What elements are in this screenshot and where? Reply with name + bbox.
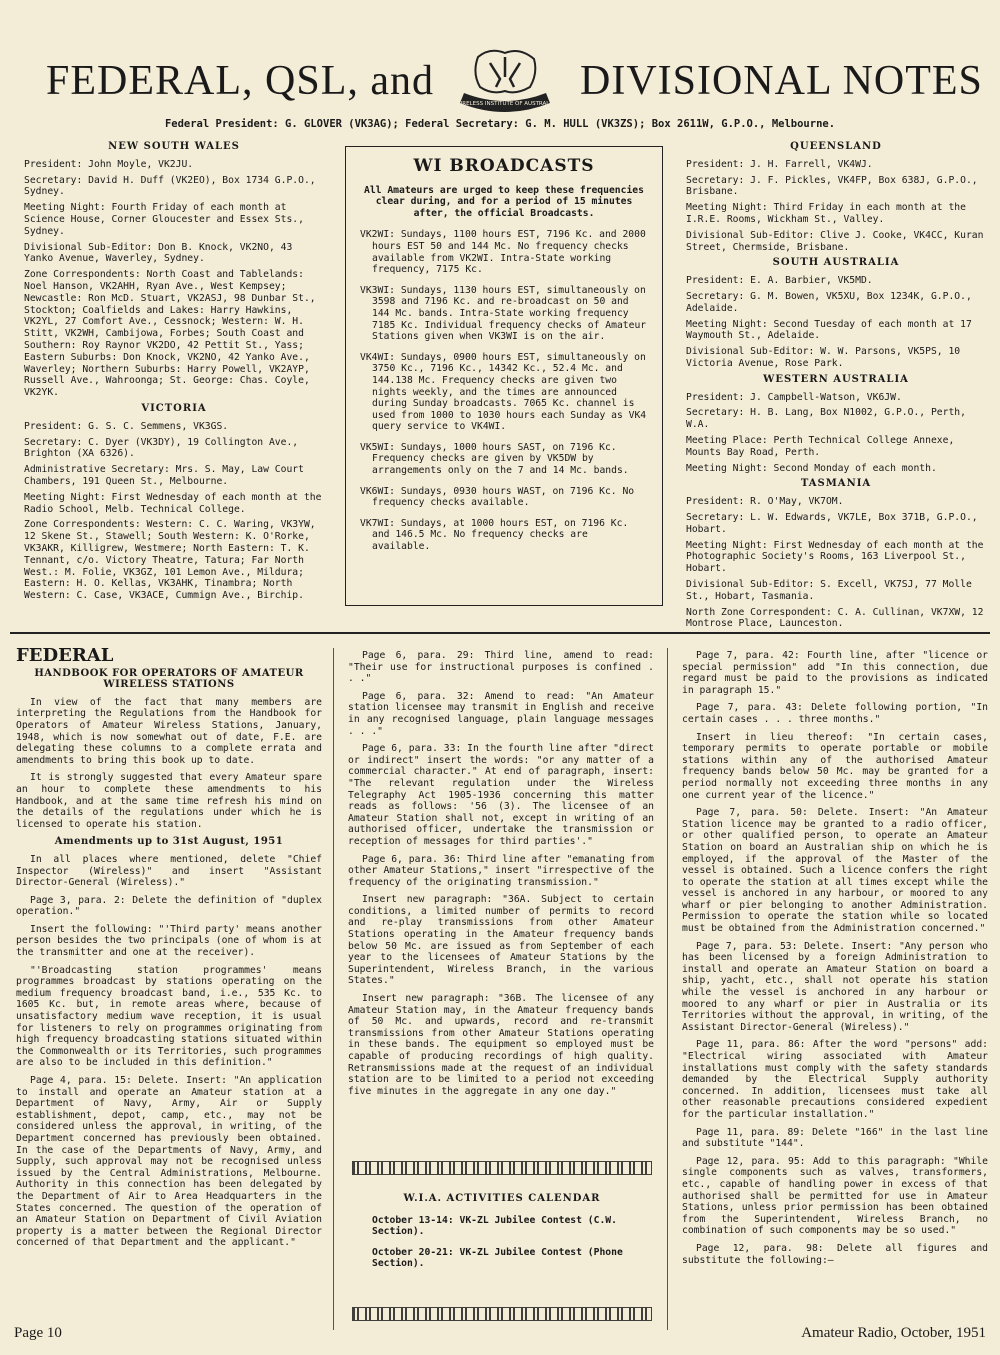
nsw-secretary: Secretary: David H. Duff (VK2EO), Box 1734 G.P.O., Sydney. <box>24 174 316 198</box>
vic-president: President: G. S. C. Semmens, VK3GS. <box>24 420 229 432</box>
body-paragraph: Page 6, para. 36: Third line after "emanating from other Amateur Stations," insert "irrespective of the frequency of the originating transmission." <box>348 853 654 888</box>
body-paragraph: "'Broadcasting station programmes' means programmes broadcast by stations operating on the medium frequency broadcast band, i.e., 535 Kc. to 1605 Kc. but, in remote areas where, because of unsatisfactory medium wave reception, it is usual for listeners to rely on programmes originating from high frequency broadcasting stations situated within the Commonwealth or its Territories, such programmes are also to be included in this definition." <box>16 964 322 1069</box>
calendar-entry: October 13-14: VK-ZL Jubilee Contest (C.W. Section). <box>372 1214 617 1238</box>
amendments-heading: Amendments up to 31st August, 1951 <box>54 836 284 848</box>
body-paragraph: Page 7, para. 53: Delete. Insert: "Any person who has been licensed by a foreign Administration to install and operate an Amateur Station on board a ship, yacht, etc., shall not operate his station while the vessel is anchored in any harbour or moored to any wharf or pier in Australia or its Territories without the approval, in writing, of the Assistant Director-General (Wireless)." <box>682 940 988 1033</box>
wi-broadcasts-box <box>345 146 663 606</box>
body-paragraph: Page 6, para. 33: In the fourth line after "direct or indirect" insert the words: "or any matter of a commercial character." At end of paragraph, insert: "The relevant regulation under the Wireless Telegraphy Act 1905-1936 concerning this matter reads as follows: '56 (3). The licensee of an Amateur Station shall not, except in writing of an authorised officer, undertake the transmission or reception of messages for third parties'." <box>348 743 654 847</box>
tas-secretary: Secretary: L. W. Edwards, VK7LE, Box 371B, G.P.O., Hobart. <box>686 511 978 535</box>
federal-column-3 <box>682 650 988 1272</box>
body-paragraph: Page 12, para. 98: Delete all figures and substitute the following:— <box>682 1242 988 1266</box>
qld-meeting: Meeting Night: Third Friday in each month at the I.R.E. Rooms, Wickham St., Valley. <box>686 202 966 225</box>
wa-president: President: J. Campbell-Watson, VK6JW. <box>686 391 902 403</box>
wi-entry: VK2WI: Sundays, 1100 hours EST, 7196 Kc. and 2000 hours EST 50 and 144 Mc. No frequency checks available from VK2WI. Intra-State working frequency, 7175 Kc. <box>360 229 646 276</box>
wi-entry: VK5WI: Sundays, 1000 hours SAST, on 7196 Kc. Frequency checks are given by VK5DW by arrangements only on the 7 and 14 Mc. bands. <box>360 441 629 477</box>
wi-entry: VK3WI: Sundays, 1130 hours EST, simultaneously on 3598 and 7196 Kc. and re-broadcast on 50 and 144 Mc. bands. Intra-State working frequency 7185 Kc. Individual frequency checks of Amateur Stations given when VK3WI is on the air. <box>360 284 647 343</box>
vic-meeting: Meeting Night: First Wednesday of each month at the Radio School, Melb. Technical College. <box>24 491 322 515</box>
wa-place: Meeting Place: Perth Technical College Annexe, Mounts Bay Road, Perth. <box>686 434 955 458</box>
qld-heading: QUEENSLAND <box>790 141 882 152</box>
handbook-subtitle: HANDBOOK FOR OPERATORS OF AMATEUR WIRELESS STATIONS <box>34 667 304 691</box>
activities-calendar <box>352 1161 652 1321</box>
nsw-heading: NEW SOUTH WALES <box>108 141 240 152</box>
body-paragraph: Page 7, para. 42: Fourth line, after "licence or special permission" add "In this connection, due regard must be paid to the provisions as indicated in paragraph 15." <box>682 650 988 696</box>
body-paragraph: Insert the following: "'Third party' means another person besides the two principals (one of whom is at the transmitter and one at the receiver). <box>16 923 322 959</box>
sa-meeting: Meeting Night: Second Tuesday of each month at 17 Waymouth St., Adelaide. <box>686 318 972 342</box>
sa-president: President: E. A. Barbier, VK5MD. <box>686 275 873 287</box>
tas-heading: TASMANIA <box>800 478 872 490</box>
body-paragraph: Page 12, para. 95: Add to this paragraph: "While single components such as valves, transformers, etc., capable of handling power in excess of that authorised shall be permitted for use in Amateur Stations, unless prior permission has been obtained from the Superintendent, Wireless Branch, no combination of such components may be so used." <box>682 1155 988 1237</box>
nsw-meeting: Meeting Night: Fourth Friday of each month at Science House, Corner Gloucester and Essex Sts., Sydney. <box>24 202 304 237</box>
body-paragraph: Page 4, para. 15: Delete. Insert: "An application to install and operate an Amateur station at a Department of Navy, Army, Air or Supply establishment, depot, camp, etc., may not be considered unless the approval, in writing, of the Department concerned has previously been obtained. In the case of the Departments of Navy, Army, and Supply, such approval may not be recognised unless issued by the Central Administrations, Melbourne. Authority in this connection has been delegated by the Department of Air to Area Headquarters in the States concerned. The question of the operation of an Amateur Station on Department of Civil Aviation property is a matter between the Regional Director concerned of that Department and the applicant." <box>16 1075 322 1249</box>
body-paragraph: Page 6, para. 29: Third line, amend to read: "Their use for instructional purposes is confined . . ." <box>348 650 654 685</box>
vic-heading: VICTORIA <box>141 402 207 414</box>
masthead-title-right: DIVISIONAL NOTES <box>580 58 983 104</box>
federal-column-2 <box>348 650 654 1103</box>
magazine-issue: Amateur Radio, October, 1951 <box>801 1325 986 1341</box>
tas-meeting: Meeting Night: First Wednesday of each month at the Photographic Society's Rooms, 163 Liverpool St., Hobart. <box>686 539 984 575</box>
sa-subeditor: Divisional Sub-Editor: W. W. Parsons, VK5PS, 10 Victoria Avenue, Rose Park. <box>686 346 961 369</box>
sa-heading: SOUTH AUSTRALIA <box>772 257 900 269</box>
masthead-title-left: FEDERAL, QSL, and <box>46 58 434 104</box>
vic-admin: Administrative Secretary: Mrs. S. May, Law Court Chambers, 191 Queen St., Melbourne. <box>24 464 304 487</box>
body-paragraph: Page 11, para. 86: After the word "persons" add: "Electrical wiring associated with Amateur installations must comply with the safety standards demanded by the Electrical Supply authority concerned. In addition, licensees must take all other reasonable precautions considered expedient for the particular installation." <box>682 1039 988 1120</box>
column-rule <box>333 648 334 1330</box>
nsw-zones: Zone Correspondents: North Coast and Tablelands: Noel Hanson, VK2AHH, Ryan Ave., West Kempsey; Newcastle: Ron McD. Stuart, VK2ASJ, 98 Dunbar St., Stockton; Coalfields and Lakes: Harry Hawkins, VK2YL, 27 Comfort Ave., Cessnock; Western: W. H. Stitt, VK2WH, Cambijowa, Forbes; South Coast and Southern: Roy Raynor VK2DO, 42 Pettit St., Yass; Eastern Suburbs: Don Knock, VK2NO, 42 Yanko Ave., Waverley; Northern Suburbs: Harry Powell, VK2AYP, Russell Ave., Wahroonga; St. George: Chas. Coyle, VK2YK. <box>24 269 316 399</box>
wi-entry: VK4WI: Sundays, 0900 hours EST, simultaneously on 3750 Kc., 7196 Kc., 14342 Kc., 52.4 Mc. and 144.138 Mc. Frequency checks are given two nights weekly, and the times are announced during Sunday broadcasts. 7065 Kc. channel is used from 1000 to 1030 hours each Sunday as VK4 query service to VK4WI. <box>360 351 647 433</box>
greek-key-border <box>352 1161 652 1175</box>
body-paragraph: Page 3, para. 2: Delete the definition of "duplex operation." <box>16 894 322 918</box>
body-paragraph: Page 7, para. 43: Delete following portion, "In certain cases . . . three months." <box>682 702 988 725</box>
nsw-vic-column <box>24 137 324 606</box>
wi-entry: VK7WI: Sundays, at 1000 hours EST, on 7196 Kc. and 146.5 Mc. No frequency checks are available. <box>360 517 629 553</box>
qld-secretary: Secretary: J. F. Pickles, VK4FP, Box 638J, G.P.O., Brisbane. <box>686 174 978 198</box>
body-paragraph: Page 11, para. 89: Delete "166" in the last line and substitute "144". <box>682 1126 988 1150</box>
sa-secretary: Secretary: G. M. Bowen, VK5XU, Box 1234K, G.P.O., Adelaide. <box>686 290 972 314</box>
states-column <box>686 137 986 634</box>
tas-north: North Zone Correspondent: C. A. Cullinan, VK7XW, 12 Montrose Place, Launceston. <box>686 606 984 630</box>
calendar-title: W.I.A. ACTIVITIES CALENDAR <box>403 1193 601 1204</box>
column-rule <box>667 648 668 1330</box>
body-paragraph: Page 6, para. 32: Amend to read: "An Amateur station licensee may transmit in English and receive in any recognised language, plain language messages . . ." <box>348 690 654 737</box>
nsw-president: President: John Moyle, VK2JU. <box>24 158 194 170</box>
tas-subeditor: Divisional Sub-Editor: S. Excell, VK7SJ, 77 Molle St., Hobart, Tasmania. <box>686 578 972 602</box>
calendar-entry: October 20-21: VK-ZL Jubilee Contest (Phone Section). <box>372 1246 623 1270</box>
qld-president: President: J. H. Farrell, VK4WJ. <box>686 158 873 170</box>
body-paragraph: Page 7, para. 50: Delete. Insert: "An Amateur Station licence may be granted to a radio officer, or other qualified person, to operate an Amateur Station on board an Australian ship on which he is employed, if the approval of the Master of the vessel is obtained. Such a licence confers the right to operate the station at all times except while the vessel is anchored in any harbour, or moored to any wharf or pier belonging to another Administration. Permission to operate the station while so located must be obtained from the Administration concerned." <box>682 807 988 935</box>
federal-column-1 <box>16 645 322 1255</box>
body-paragraph: Insert new paragraph: "36A. Subject to certain conditions, a limited number of permits to record and re-play transmissions from other Amateur Stations operating in the Amateur frequency bands below 50 Mc. are issued as from September of each year to the licensees of Amateur Stations by the Superintendent, Wireless Branch, in the various States." <box>348 894 654 987</box>
wi-entry: VK6WI: Sundays, 0930 hours WAST, on 7196 Kc. No frequency checks available. <box>360 485 635 509</box>
section-divider <box>10 632 990 634</box>
body-paragraph: Insert new paragraph: "36B. The licensee of any Amateur Station may, in the Amateur frequency bands of 50 Mc. and upwards, record and re-transmit transmissions from other Amateur Stations operating in these bands. The equipment so employed must be capable of producing recordings of high quality. Retransmissions made at the request of an individual station are to be limited to a period not exceeding five minutes in the aggregate in any one day." <box>348 993 654 1097</box>
masthead <box>0 35 1000 120</box>
vic-zones: Zone Correspondents: Western: C. C. Waring, VK3YW, 12 Skene St., Stawell; South Western: K. O'Rorke, VK3AKR, Killigrew, Westmere; North Eastern: T. K. Tennant, c/o. Victory Theatre, Tatura; Far North West.: M. Folie, VK3GZ, 101 Lemon Ave., Mildura; Eastern: H. O. Kellas, VK3AHK, Tinambra; North Western: C. Case, VK3ACE, Cummign Ave., Birchip. <box>24 519 316 602</box>
body-paragraph: In view of the fact that many members are interpreting the Regulations from the Handbook for Operators of Amateur Wireless Stations, January, 1948, which is now somewhat out of date, F.E. are delegating these columns to a complete errata and amendments to bring this book up to date. <box>16 696 322 766</box>
federal-title: FEDERAL <box>16 645 114 666</box>
body-paragraph: It is strongly suggested that every Amateur spare an hour to complete these amendments to his Handbook, and at the same time refresh his mind on the details of the regulations under which he is licensed to operate his station. <box>16 772 322 830</box>
wa-secretary: Secretary: H. B. Lang, Box N1002, G.P.O., Perth, W.A. <box>686 407 966 431</box>
qld-subeditor: Divisional Sub-Editor: Clive J. Cooke, VK4CC, Kuran Street, Chermside, Brisbane. <box>686 229 984 253</box>
wi-intro: All Amateurs are urged to keep these frequencies clear during, and for a period of 15 minutes after, the official Broadcasts. <box>364 184 644 219</box>
wa-heading: WESTERN AUSTRALIA <box>763 373 909 385</box>
svg-text:WIRELESS INSTITUTE OF AUSTRALI: WIRELESS INSTITUTE OF AUSTRALIA <box>455 101 555 107</box>
page-number: Page 10 <box>14 1325 62 1341</box>
wi-title: WI BROADCASTS <box>413 156 595 176</box>
body-paragraph: Insert in lieu thereof: "In certain cases, temporary permits to operate portable or mobile stations within any of the authorised Amateur frequency bands below 50 Mc. may be granted for a period normally not exceeding three months in any one current year of the licence." <box>682 731 988 801</box>
tas-president: President: R. O'May, VK7OM. <box>686 496 844 508</box>
federal-officers: Federal President: G. GLOVER (VK3AG); Federal Secretary: G. M. HULL (VK3ZS); Box 2611W, G.P.O., Melbourne. <box>164 118 836 130</box>
wia-emblem-icon <box>450 43 560 121</box>
greek-key-border <box>352 1307 652 1321</box>
nsw-subeditor: Divisional Sub-Editor: Don B. Knock, VK2NO, 43 Yanko Avenue, Waverley, Sydney. <box>24 241 293 265</box>
wa-meeting: Meeting Night: Second Monday of each month. <box>686 462 937 474</box>
vic-secretary: Secretary: C. Dyer (VK3DY), 19 Collington Ave., Brighton (XA 6326). <box>24 436 299 460</box>
body-paragraph: In all places where mentioned, delete "Chief Inspector (Wireless)" and insert "Assistant Director-General (Wireless)." <box>16 853 322 889</box>
